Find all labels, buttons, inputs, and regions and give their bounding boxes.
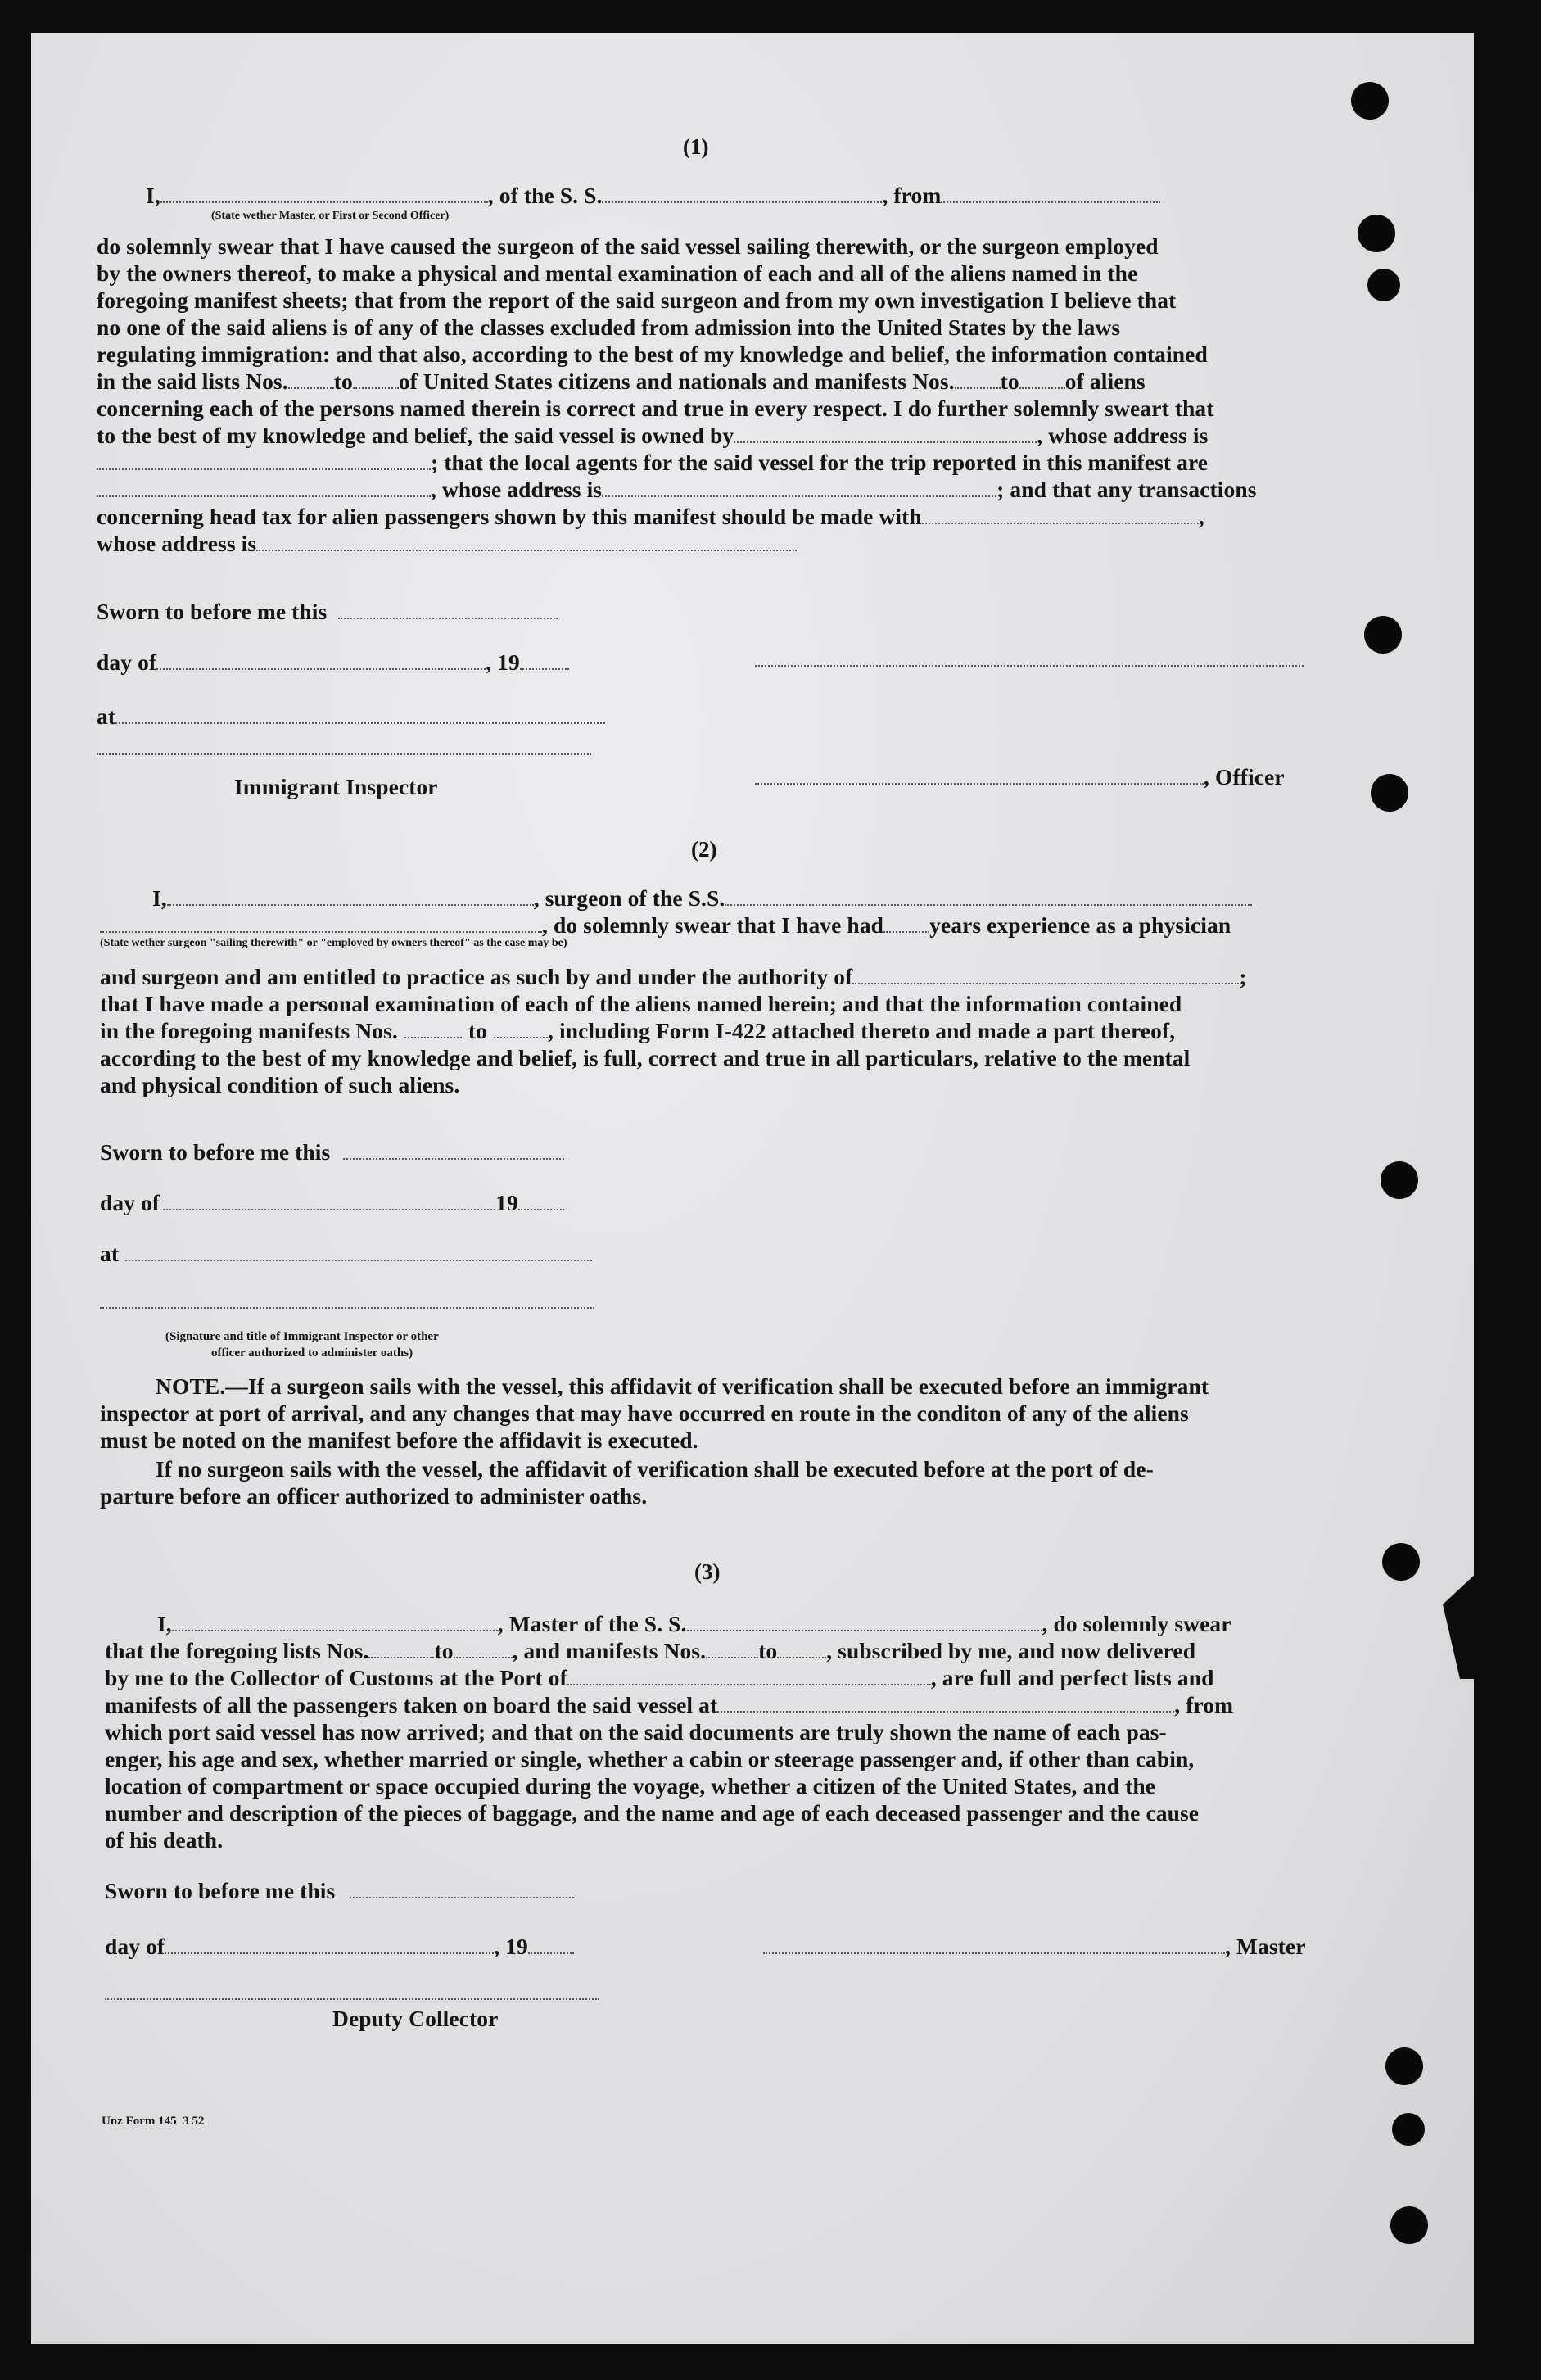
s2-line-6: according to the best of my knowledge and belief, is full, correct and true in all particulars, relative to the mental [100,1045,1191,1070]
s1-body-line: foregoing manifest sheets; that from the report of the said surgeon and from my own investigation I believe that [97,287,1177,313]
s1-at: at [97,703,605,730]
s3-line-2: that the foregoing lists Nos. to , and manifests Nos. to , subscribed by me, and now delivered [105,1638,1196,1663]
s1-line-owned: to the best of my knowledge and belief, the said vessel is owned by , whose address is [97,423,1209,448]
s1-sworn: Sworn to before me this [97,598,558,625]
form-id: Unz Form 145 3 52 [102,2115,205,2128]
s1-line-1: I, , of the S. S. , from [146,182,1160,209]
s2-note-line: must be noted on the manifest before the affidavit is executed. [100,1428,698,1453]
punch-hole [1385,2047,1423,2085]
s2-signature-caption-1: (Signature and title of Immigrant Inspector or other [165,1330,439,1343]
punch-hole [1382,1543,1420,1581]
punch-hole [1371,774,1408,812]
s1-line-lists: in the said lists Nos. to of United States citizens and nationals and manifests Nos. to of aliens [97,369,1146,394]
s2-line-3: and surgeon and am entitled to practice as such by and under the authority of ; [100,964,1247,989]
s1-officer-note: (State wether Master, or First or Second Officer) [211,210,450,222]
s1-line-headtax: concerning head tax for alien passengers shown by this manifest should be made with , [97,504,1204,529]
s1-line-address: , whose address is ; and that any transactions [97,476,1257,503]
s1-line-agents: ; that the local agents for the said vessel for the trip reported in this manifest are [97,449,1208,476]
s2-line-4: that I have made a personal examination of each of the aliens named herein; and that the information contained [100,991,1182,1016]
s2-line-1: I, , surgeon of the S.S. [152,885,1252,912]
s3-body-line: of his death. [105,1827,224,1853]
s2-note-line: inspector at port of arrival, and any changes that may have occurred en route in the conditon of any of the aliens [100,1400,1189,1426]
punch-hole [1392,2113,1425,2146]
s3-sworn: Sworn to before me this [105,1877,574,1904]
punch-hole [1358,215,1395,252]
s1-inspector: Immigrant Inspector [234,774,438,799]
s1-body-line: by the owners thereof, to make a physical and mental examination of each and all of the aliens named in the [97,260,1138,286]
s3-line-1: I, , Master of the S. S. , do solemnly swear [157,1611,1231,1636]
s2-surgeon-note: (State wether surgeon "sailing therewith" or "employed by owners thereof" as the case may be) [100,937,567,949]
punch-hole [1351,82,1389,120]
section-3-number: (3) [694,1559,721,1584]
punch-hole [1381,1161,1418,1199]
s3-collector: Deputy Collector [332,2006,499,2031]
s2-line-5: in the foregoing manifests Nos. to , including Form I-422 attached thereto and made a part thereof, [100,1018,1176,1043]
punch-hole [1364,616,1402,654]
s2-line-7: and physical condition of such aliens. [100,1072,460,1097]
s1-line-concerning: concerning each of the persons named therein is correct and true in every respect. I do further solemnly sweart that [97,396,1214,421]
s1-inspector-signature-line [97,753,591,755]
s1-body-line: no one of the said aliens is of any of the classes excluded from admission into the United States by the laws [97,314,1121,340]
s3-body-line: enger, his age and sex, whether married or single, whether a cabin or steerage passenger and, if other than cabin, [105,1746,1195,1771]
s1-dayof: day of , 19 [97,649,569,676]
s2-sworn: Sworn to before me this [100,1138,564,1165]
s2-note-line: parture before an officer authorized to administer oaths. [100,1483,648,1509]
s3-body-line: number and description of the pieces of baggage, and the name and age of each deceased passenger and the cause [105,1800,1200,1826]
s2-note-line: If no surgeon sails with the vessel, the affidavit of verification shall be executed before at the port of de- [156,1456,1154,1482]
s2-line-2: , do solemnly swear that I have had years experience as a physician [100,912,1231,939]
s1-body-line: do solemnly swear that I have caused the surgeon of the said vessel sailing therewith, or the surgeon employed [97,233,1159,259]
punch-hole [1390,2206,1428,2244]
s3-line-3: by me to the Collector of Customs at the Port of , are full and perfect lists and [105,1665,1214,1690]
s3-master: , Master [763,1933,1306,1960]
form-sheet [31,33,1474,2344]
s1-line-whose: whose address is [97,530,797,557]
section-1-number: (1) [683,134,709,159]
torn-edge [1420,1572,1477,1679]
s3-collector-signature-line [105,1998,599,2000]
s3-dayof: day of , 19 [105,1933,574,1960]
s1-body-line: regulating immigration: and that also, according to the best of my knowledge and belief, the information contained [97,342,1208,367]
s2-note-line: NOTE.—If a surgeon sails with the vessel, this affidavit of verification shall be executed before an immigrant [156,1373,1209,1399]
s3-line-4: manifests of all the passengers taken on board the said vessel at , from [105,1692,1234,1717]
s3-body-line: location of compartment or space occupied during the voyage, whether a citizen of the United States, and the [105,1773,1156,1799]
section-2-number: (2) [691,837,717,862]
s2-signature-caption-2: officer authorized to administer oaths) [211,1346,413,1360]
s2-at: at [100,1240,592,1267]
punch-hole [1367,269,1400,301]
s2-signature-line [100,1307,594,1309]
s2-dayof: day of 19 [100,1189,564,1216]
s3-body-line: which port said vessel has now arrived; and that on the said documents are truly shown the name of each pas- [105,1719,1167,1744]
s1-officer: , Officer [755,763,1285,790]
s1-officer-signature-line [755,665,1304,667]
